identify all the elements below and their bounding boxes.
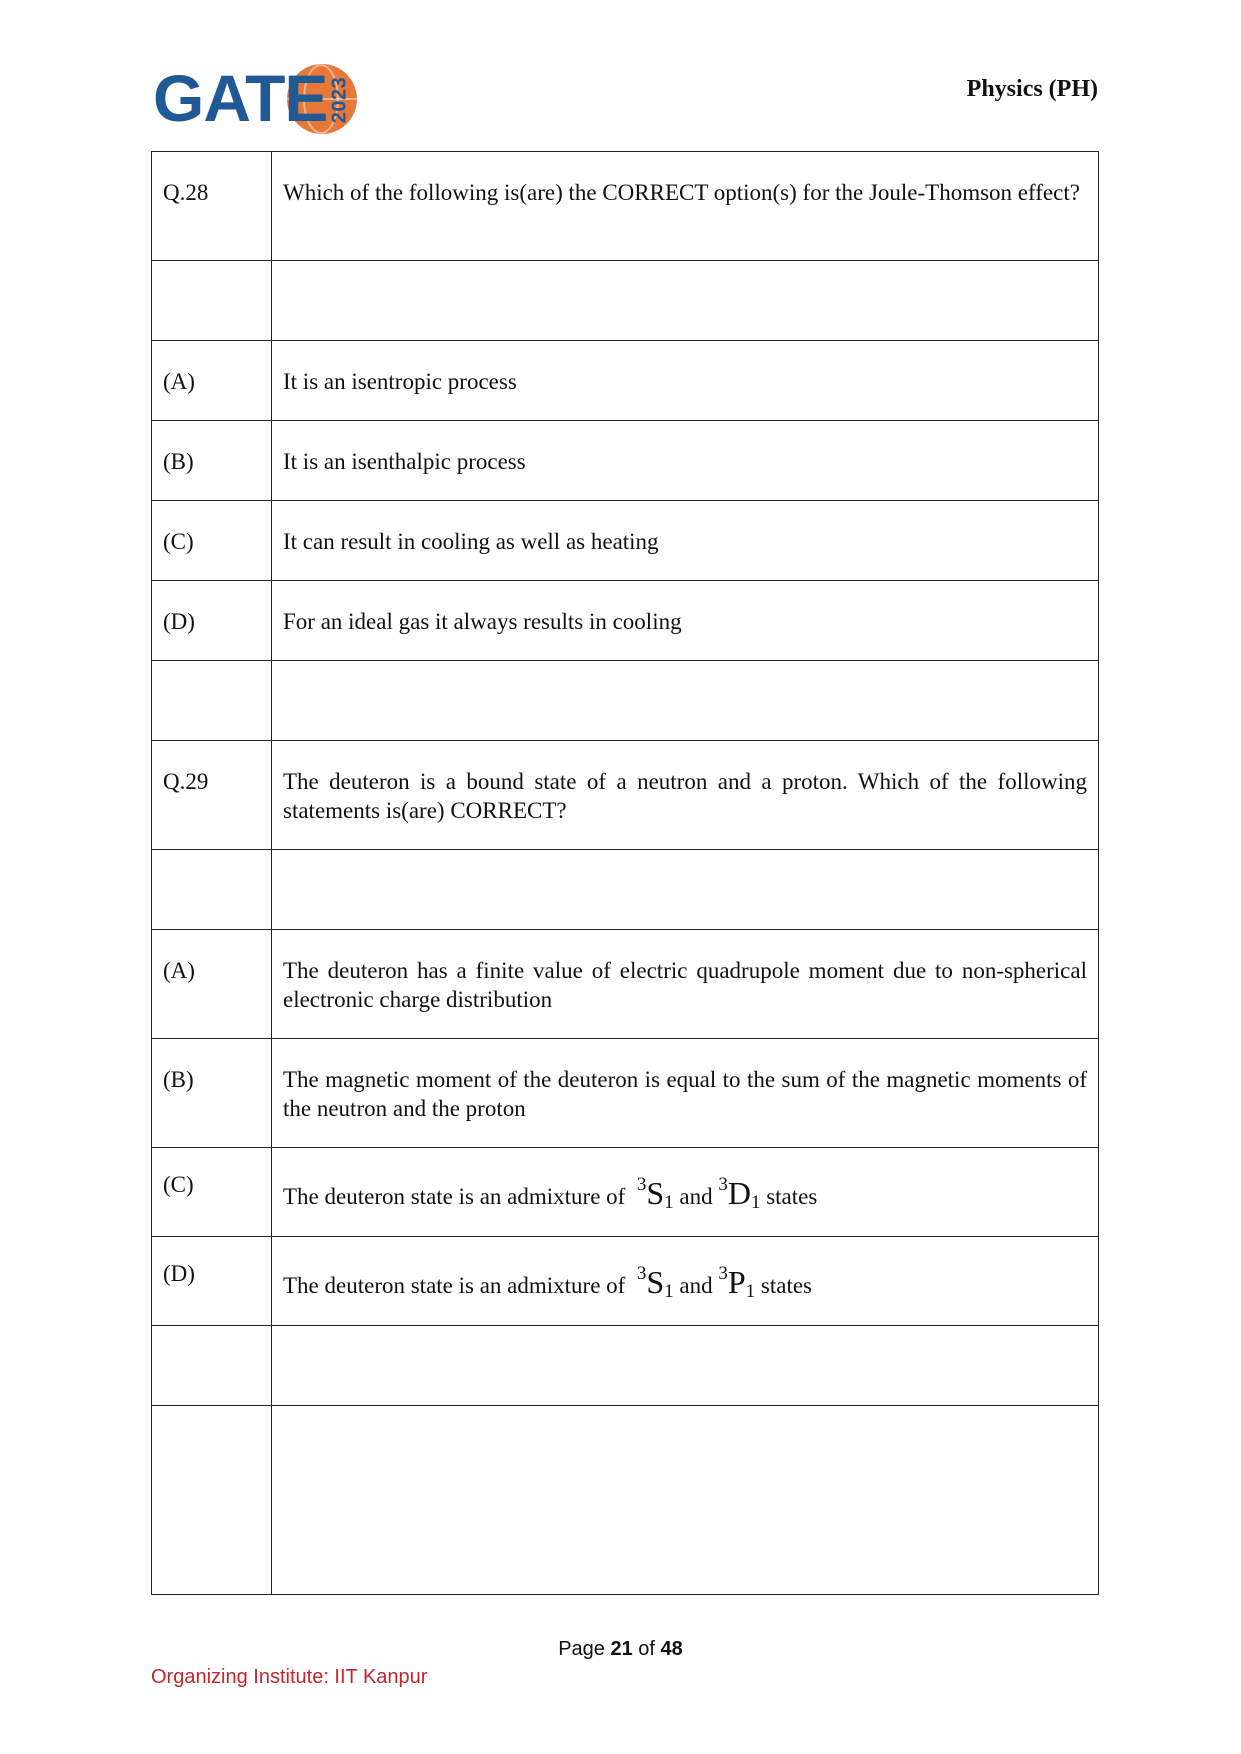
option-row bbox=[152, 421, 1099, 501]
option-row bbox=[152, 1039, 1099, 1148]
option-row bbox=[152, 930, 1099, 1039]
question-table bbox=[151, 151, 1099, 1595]
option-label: (A) bbox=[163, 958, 195, 983]
option-text: The deuteron has a finite value of electric quadrupole moment due to non-spherical electronic charge distribution bbox=[283, 958, 1087, 1012]
option-row bbox=[152, 501, 1099, 581]
option-text: The magnetic moment of the deuteron is equal to the sum of the magnetic moments of the neutron and the proton bbox=[283, 1067, 1087, 1121]
option-row bbox=[152, 581, 1099, 661]
spacer-row bbox=[152, 261, 1099, 341]
question-row bbox=[152, 741, 1099, 850]
spacer-row bbox=[152, 1406, 1099, 1595]
option-text: The deuteron state is an admixture of $^3S_1$ and $^3D_1$ states bbox=[283, 1174, 818, 1213]
gate-2023-logo bbox=[153, 60, 363, 140]
question-row bbox=[152, 152, 1099, 261]
option-label: (B) bbox=[163, 1067, 194, 1092]
logo-text: GATE bbox=[153, 61, 328, 135]
term-symbol: $^3D_1$ bbox=[718, 1174, 761, 1213]
term-symbol: $^3P_1$ bbox=[718, 1263, 756, 1302]
option-text: It is an isenthalpic process bbox=[283, 449, 526, 474]
logo-year: 2023 bbox=[328, 76, 351, 124]
option-label: (B) bbox=[163, 449, 194, 474]
question-number: Q.29 bbox=[163, 769, 209, 794]
subject-title: Physics (PH) bbox=[966, 76, 1098, 102]
option-label: (A) bbox=[163, 369, 195, 394]
spacer-row bbox=[152, 850, 1099, 930]
question-number: Q.28 bbox=[163, 180, 209, 205]
term-symbol: $^3S_1$ bbox=[636, 1174, 674, 1213]
question-text: Which of the following is(are) the CORRECT option(s) for the Joule-Thomson effect? bbox=[283, 180, 1080, 205]
option-text: For an ideal gas it always results in cooling bbox=[283, 609, 682, 634]
spacer-row bbox=[152, 661, 1099, 741]
organizing-institute: Organizing Institute: IIT Kanpur bbox=[151, 1666, 428, 1688]
option-row bbox=[152, 1237, 1099, 1326]
question-text: The deuteron is a bound state of a neutron and a proton. Which of the following statements is(are) CORRECT? bbox=[283, 769, 1087, 823]
page-number: Page 21 of 48 bbox=[558, 1638, 683, 1660]
option-text: The deuteron state is an admixture of $^3S_1$ and $^3P_1$ states bbox=[283, 1263, 812, 1302]
spacer-row bbox=[152, 1326, 1099, 1406]
option-text: It can result in cooling as well as heating bbox=[283, 529, 659, 554]
option-row bbox=[152, 1148, 1099, 1237]
option-label: (D) bbox=[163, 609, 195, 634]
option-label: (D) bbox=[163, 1261, 195, 1286]
option-text: It is an isentropic process bbox=[283, 369, 517, 394]
option-label: (C) bbox=[163, 1172, 194, 1197]
option-row bbox=[152, 341, 1099, 421]
option-label: (C) bbox=[163, 529, 194, 554]
term-symbol: $^3S_1$ bbox=[636, 1263, 674, 1302]
